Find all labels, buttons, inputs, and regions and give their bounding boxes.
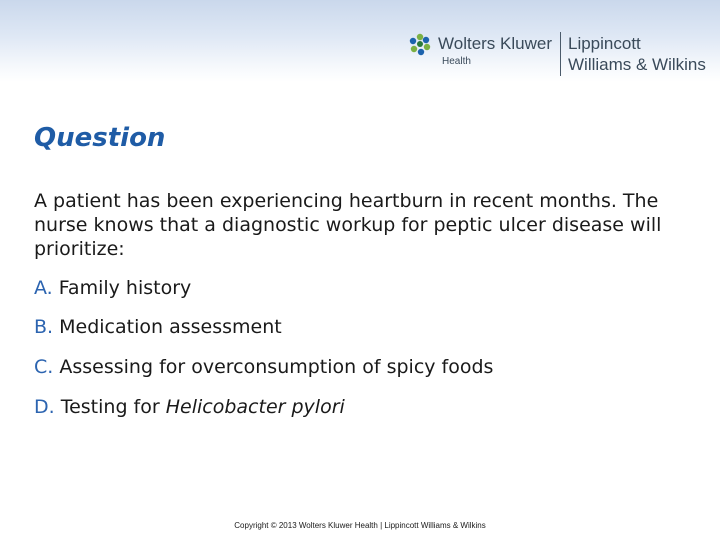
option-b-text: Medication assessment (59, 316, 282, 338)
brand-subtitle: Health (442, 56, 471, 67)
brand-name: Wolters Kluwer (438, 34, 552, 53)
slide-title: Question (34, 123, 166, 153)
option-c (34, 355, 493, 379)
option-d-text-italic: Helicobacter pylori (165, 396, 345, 418)
option-d-text-plain: Testing for (60, 396, 166, 418)
imprint-line-2: Williams & Wilkins (568, 55, 706, 74)
option-b (34, 315, 282, 339)
publisher-logo (408, 30, 720, 78)
option-c-text: Assessing for overconsumption of spicy foods (59, 356, 494, 378)
copyright-footer: Copyright © 2013 Wolters Kluwer Health | Lippincott Williams & Wilkins (234, 521, 486, 530)
option-d-letter: D. (34, 396, 55, 418)
option-a (34, 276, 191, 300)
option-a-letter: A. (34, 277, 53, 299)
option-d (34, 395, 345, 419)
option-b-letter: B. (34, 316, 54, 338)
option-a-text: Family history (58, 277, 192, 299)
question-text: A patient has been experiencing heartburn in recent months. The nurse knows that a diagnostic workup for peptic ulcer disease will prioritize: (34, 190, 662, 260)
option-c-letter: C. (34, 356, 54, 378)
logo-divider (560, 32, 561, 76)
option-d-text (61, 396, 345, 418)
imprint-line-1: Lippincott (568, 34, 641, 53)
imprint-name (568, 33, 706, 75)
wolters-kluwer-logo-icon (408, 32, 432, 56)
